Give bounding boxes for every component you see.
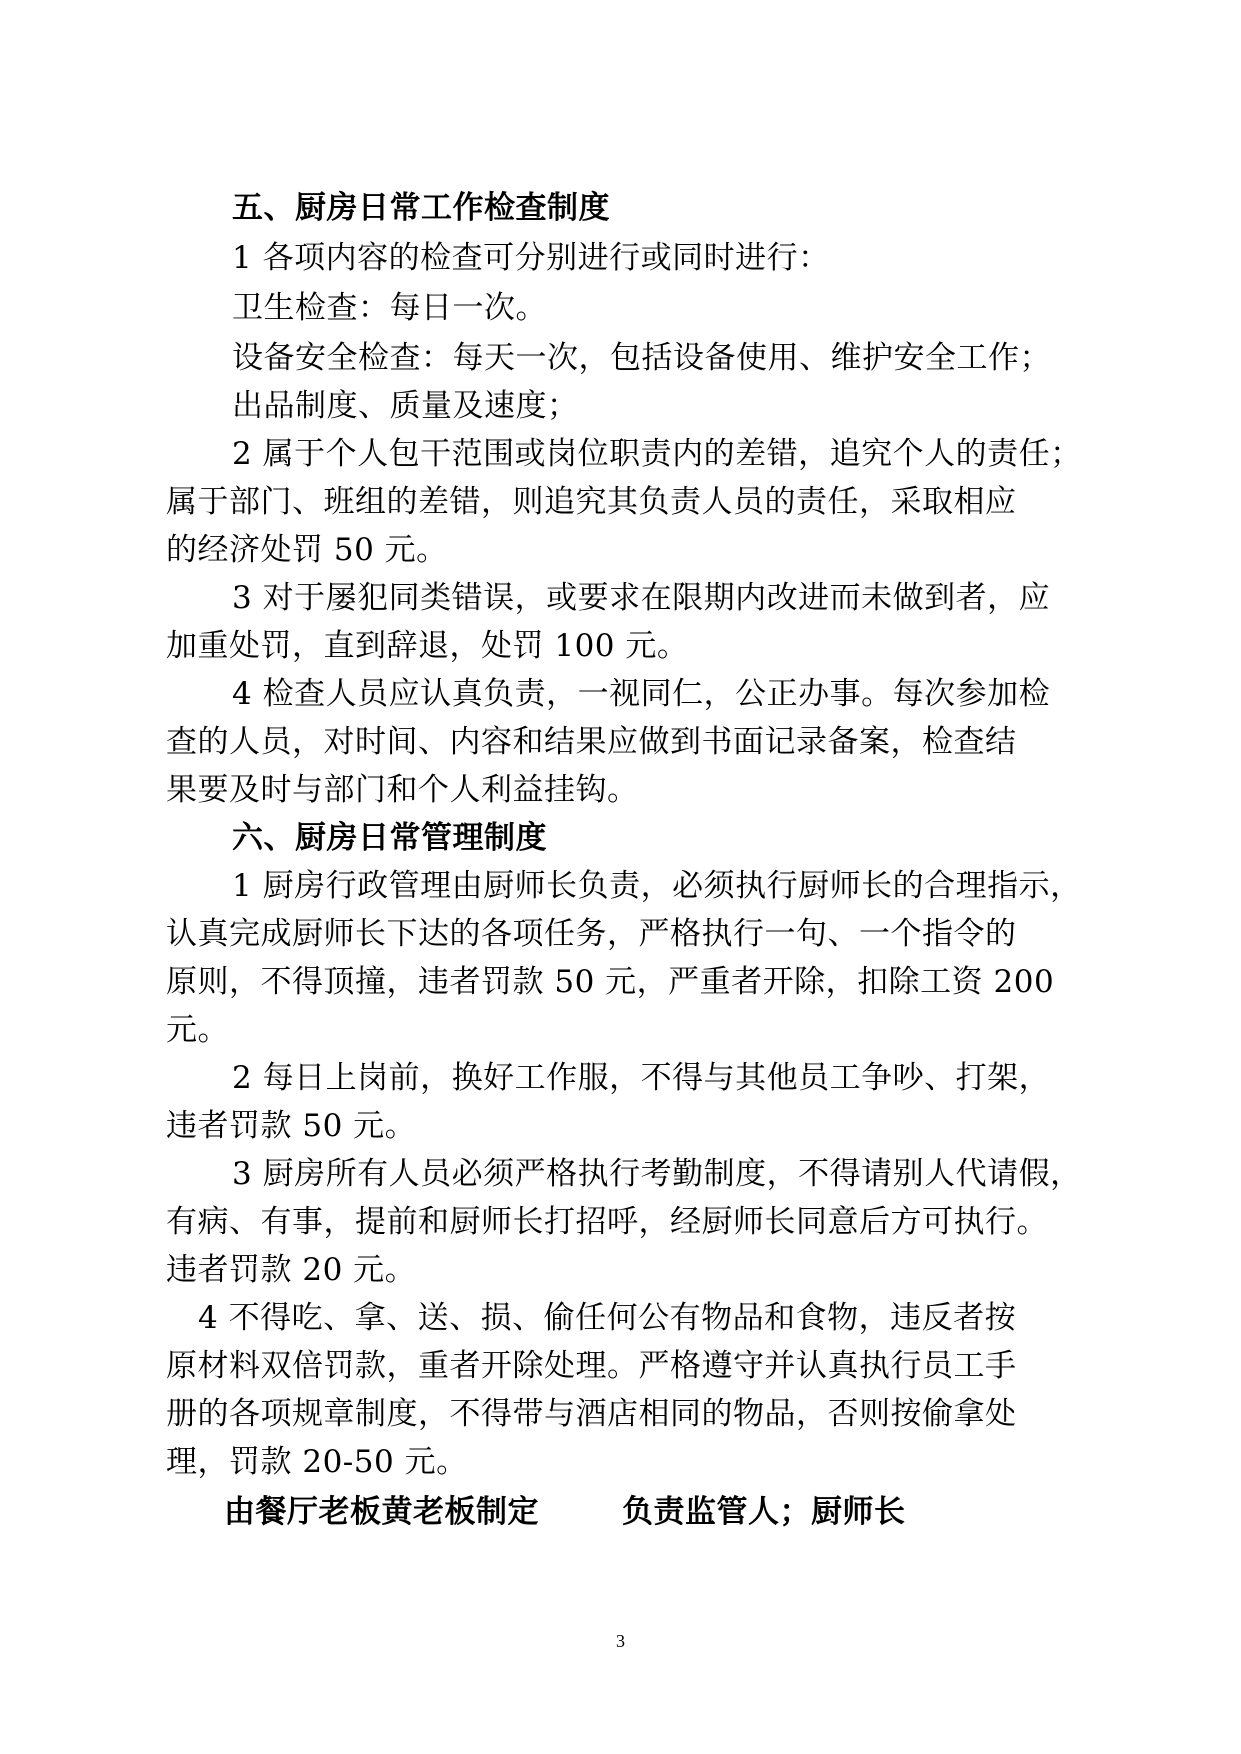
section-5-line: 设备安全检查：每天一次，包括设备使用、维护安全工作； — [232, 340, 1051, 376]
section-5-line: 的经济处罚 50 元。 — [166, 532, 448, 568]
section-6-line: 违者罚款 50 元。 — [166, 1108, 417, 1144]
section-6-heading: 六、厨房日常管理制度 — [232, 820, 547, 856]
section-5-line: 2 属于个人包干范围或岗位职责内的差错，追究个人的责任； — [232, 436, 1082, 472]
section-6-line: 有病、有事，提前和厨师长打招呼，经厨师长同意后方可执行。 — [166, 1204, 1048, 1240]
section-5-line: 属于部门、班组的差错，则追究其负责人员的责任，采取相应 — [166, 484, 1017, 520]
section-6-line: 4 不得吃、拿、送、损、偷任何公有物品和食物，违反者按 — [198, 1300, 1017, 1336]
section-6-line: 册的各项规章制度，不得带与酒店相同的物品，否则按偷拿处 — [166, 1396, 1017, 1432]
section-5-line: 加重处罚，直到辞退，处罚 100 元。 — [166, 628, 689, 664]
section-5-heading: 五、厨房日常工作检查制度 — [232, 190, 610, 226]
section-6-line: 认真完成厨师长下达的各项任务，严格执行一句、一个指令的 — [166, 916, 1017, 952]
section-6-line: 1 厨房行政管理由厨师长负责，必须执行厨师长的合理指示， — [232, 868, 1082, 904]
section-5-line: 卫生检查：每日一次。 — [232, 290, 547, 326]
section-6-line: 3 厨房所有人员必须严格执行考勤制度，不得请别人代请假， — [232, 1156, 1082, 1192]
section-6-line: 违者罚款 20 元。 — [166, 1252, 417, 1288]
section-5-line: 3 对于屡犯同类错误，或要求在限期内改进而未做到者，应 — [232, 580, 1051, 616]
section-5-line: 1 各项内容的检查可分别进行或同时进行： — [232, 240, 830, 276]
section-6-line: 2 每日上岗前，换好工作服，不得与其他员工争吵、打架， — [232, 1060, 1051, 1096]
section-5-line: 查的人员，对时间、内容和结果应做到书面记录备案，检查结 — [166, 724, 1017, 760]
section-6-line: 原则，不得顶撞，违者罚款 50 元，严重者开除，扣除工资 200 — [166, 964, 1055, 1000]
section-6-line: 原材料双倍罚款，重者开除处理。严格遵守并认真执行员工手 — [166, 1348, 1017, 1384]
section-6-line: 理，罚款 20-50 元。 — [166, 1444, 468, 1480]
section-5-line: 出品制度、质量及速度； — [232, 388, 579, 424]
page-number: 3 — [616, 1631, 625, 1651]
section-6-line: 元。 — [166, 1012, 229, 1048]
section-5-line: 果要及时与部门和个人利益挂钩。 — [166, 772, 639, 808]
maker-statement: 由餐厅老板黄老板制定 — [224, 1494, 539, 1530]
section-5-line: 4 检查人员应认真负责，一视同仁，公正办事。每次参加检 — [232, 676, 1051, 712]
supervisor-statement: 负责监管人；厨师长 — [622, 1494, 906, 1530]
